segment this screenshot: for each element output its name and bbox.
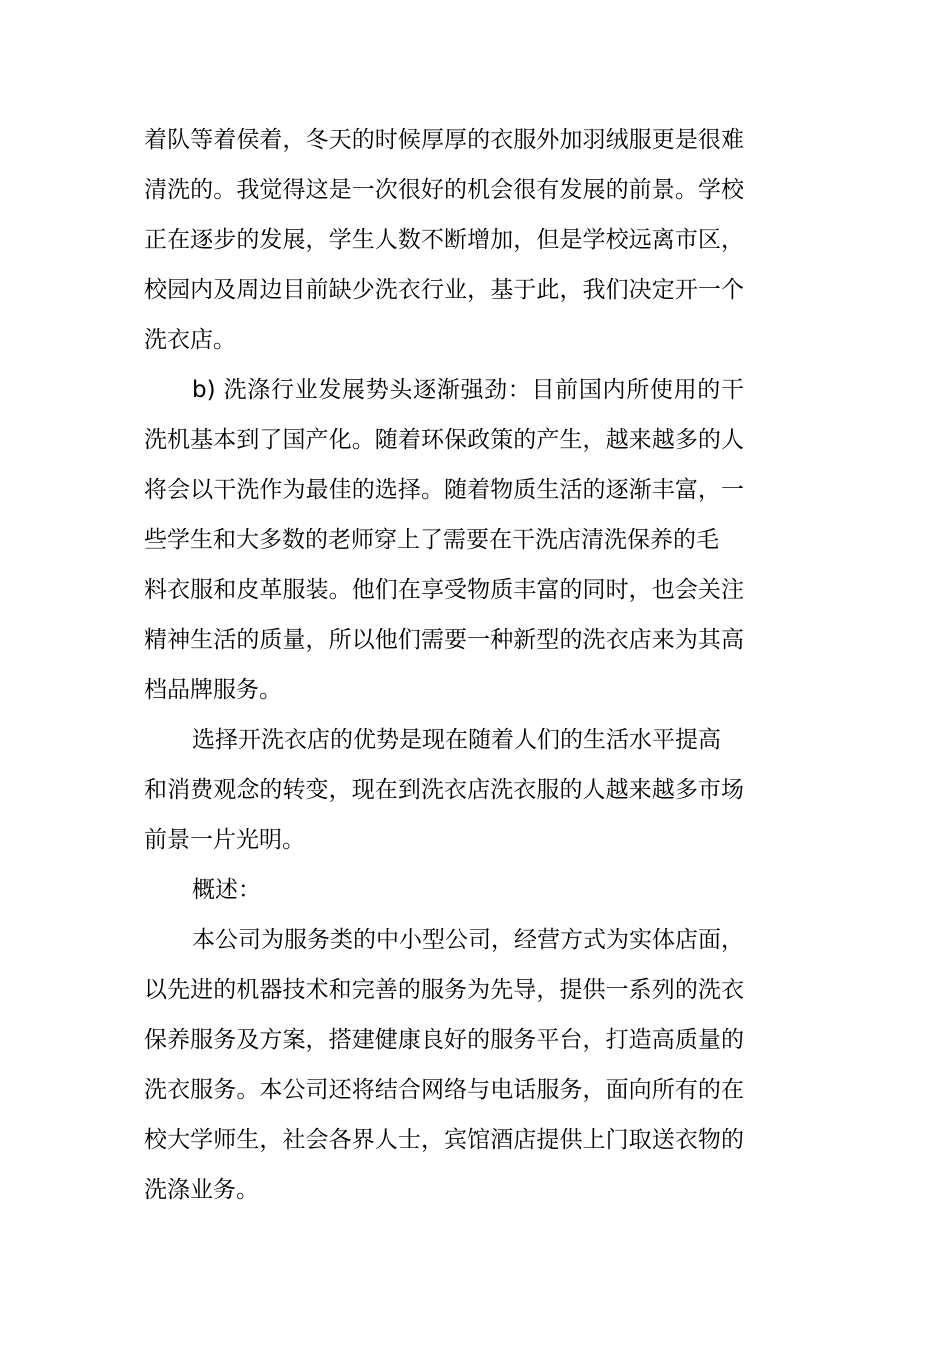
text-line: 和消费观念的转变，现在到洗衣店洗衣服的人越来越多市场 (144, 777, 744, 803)
text-line: 着队等着侯着，冬天的时候厚厚的衣服外加羽绒服更是很难 (144, 127, 744, 153)
text-line: 校大学师生，社会各界人士，宾馆酒店提供上门取送衣物的 (144, 1127, 744, 1153)
text-line: 前景一片光明。 (144, 827, 305, 853)
body-text (144, 115, 744, 1215)
text-line: 料衣服和皮革服装。他们在享受物质丰富的同时，也会关注 (144, 577, 744, 603)
text-line: 精神生活的质量，所以他们需要一种新型的洗衣店来为其高 (144, 627, 744, 653)
text-line: 洗衣服务。本公司还将结合网络与电话服务，面向所有的在 (144, 1077, 744, 1103)
text-line: 校园内及周边目前缺少洗衣行业，基于此，我们决定开一个 (144, 277, 744, 303)
text-line: 洗衣店。 (144, 327, 236, 353)
text-line: 概述： (192, 877, 261, 903)
text-line: 洗机基本到了国产化。随着环保政策的产生，越来越多的人 (144, 427, 744, 453)
text-line: 正在逐步的发展，学生人数不断增加，但是学校远离市区， (144, 227, 744, 253)
text-line: 清洗的。我觉得这是一次很好的机会很有发展的前景。学校 (144, 177, 744, 203)
text-line: 些学生和大多数的老师穿上了需要在干洗店清洗保养的毛 (144, 527, 719, 553)
text-line: 选择开洗衣店的优势是现在随着人们的生活水平提高 (192, 727, 721, 753)
text-line: 以先进的机器技术和完善的服务为先导，提供一系列的洗衣 (144, 977, 744, 1003)
text-line: 档品牌服务。 (144, 677, 282, 703)
text-line: 洗涤业务。 (144, 1177, 259, 1203)
text-line: 本公司为服务类的中小型公司，经营方式为实体店面， (192, 927, 744, 953)
text-line: 保养服务及方案，搭建健康良好的服务平台，打造高质量的 (144, 1027, 744, 1053)
text-line: b) 洗涤行业发展势头逐渐强劲：目前国内所使用的干 (192, 377, 744, 403)
text-line: 将会以干洗作为最佳的选择。随着物质生活的逐渐丰富，一 (144, 477, 744, 503)
